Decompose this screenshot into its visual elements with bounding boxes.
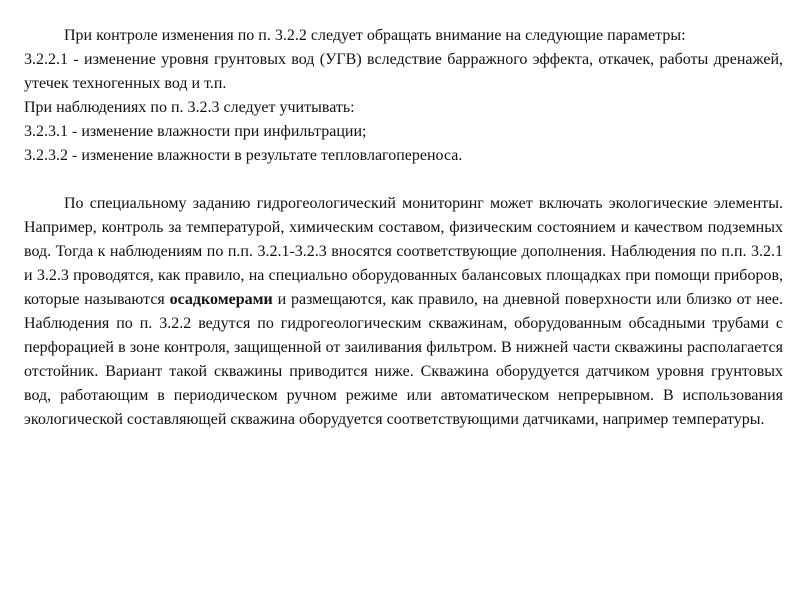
item-3-2-3-2: 3.2.3.2 - изменение влажности в результате тепловлагопереноса.: [24, 147, 463, 164]
item-3-2-3-1: 3.2.3.1 - изменение влажности при инфильтрации;: [24, 123, 367, 140]
item-3-2-2-1: 3.2.2.1 - изменение уровня грунтовых вод (УГВ) вследствие барражного эффекта, откачек, работы дренажей, утечек техногенных вод и т.п.: [24, 51, 783, 92]
paragraph-monitoring-parameters: При контроле изменения по п. 3.2.2 следует обращать внимание на следующие параметры:: [64, 27, 686, 44]
text-part-2: и размещаются, как правило, на дневной поверхности или близко от нее. Наблюдения по п. 3.2.2 ведутся по гидрогеологическим скважинам, оборудованным обсадными трубами с перфорацией в зоне контроля, защищенной от заиливания фильтром. В нижней части скважины располагается отстойник. Вариант такой скважины приводится ниже. Скважина оборудуется датчиком уровня грунтовых вод, работающим в периодическом ручном режиме или автоматическом непрерывном. В использования экологической составляющей скважина оборудуется соответствующими датчиками, например температуры.: [24, 291, 783, 428]
paragraph-ecological-monitoring: [24, 192, 783, 432]
paragraph-observations-3-2-3: При наблюдениях по п. 3.2.3 следует учитывать:: [24, 99, 355, 116]
paragraph-spacer: [24, 168, 783, 192]
text-part-1: По специальному заданию гидрогеологический мониторинг может включать экологические элементы. Например, контроль за температурой, химическим составом, физическим состоянием и качеством подземных вод. Тогда к наблюдениям по п.п. 3.2.1-3.2.3 вносятся соответствующие дополнения. Наблюдения по п.п. 3.2.1 и 3.2.3 проводятся, как правило, на специально оборудованных балансовых площадках при помощи приборов, которые называются: [24, 195, 783, 308]
bold-term-osadkomery: осадкомерами: [169, 291, 273, 308]
